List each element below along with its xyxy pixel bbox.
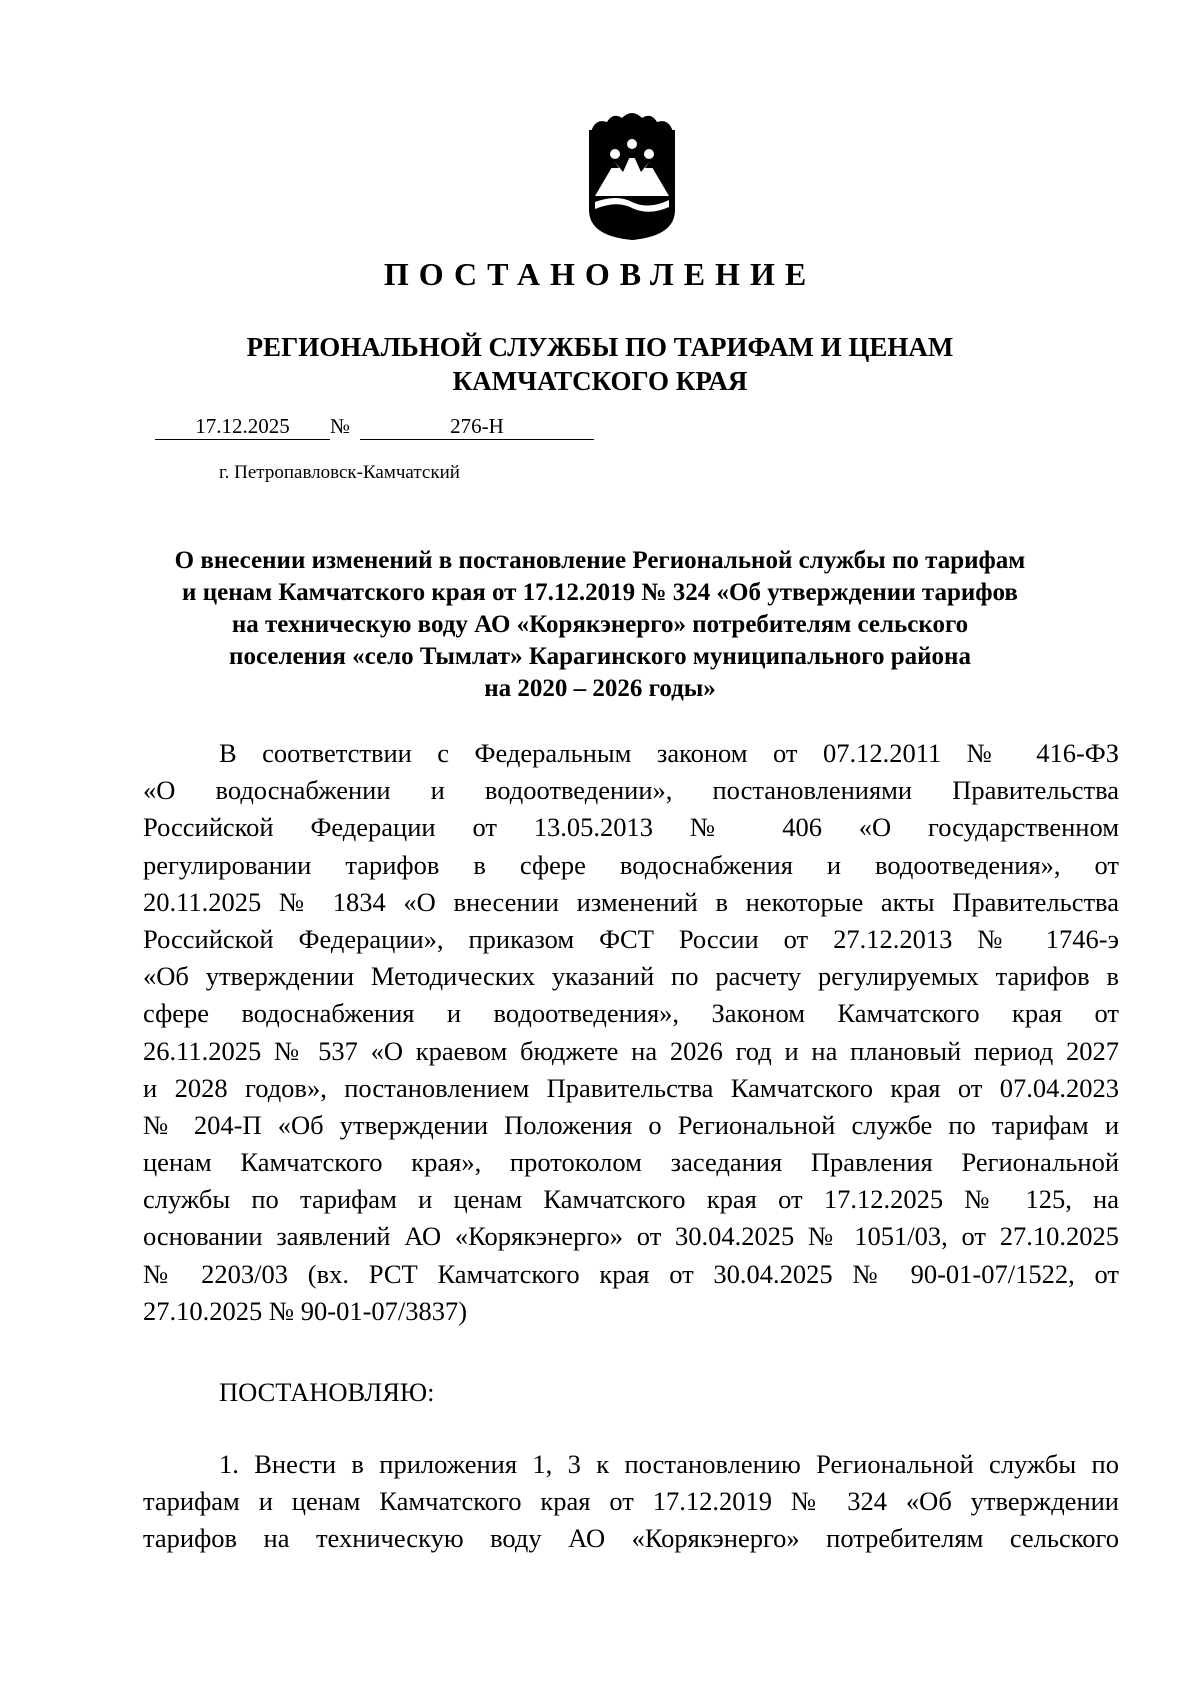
kamchatka-coat-of-arms-icon bbox=[577, 110, 687, 242]
paragraph-line: основании заявлений АО «Корякэнерго» от 30.04.2025 № 1051/03, от 27.10.2025 bbox=[143, 1221, 1119, 1252]
preamble-paragraph bbox=[143, 735, 1119, 1330]
paragraph-line: службы по тарифам и ценам Камчатского края от 17.12.2025 № 125, на bbox=[143, 1184, 1119, 1215]
title-line: поселения «село Тымлат» Карагинского муниципального района bbox=[229, 643, 971, 670]
paragraph-line: ценам Камчатского края», протоколом заседания Правления Региональной bbox=[143, 1147, 1119, 1178]
authority-line: КАМЧАТСКОГО КРАЯ bbox=[452, 366, 748, 396]
title-line: на 2020 – 2026 годы» bbox=[484, 675, 716, 702]
paragraph-line: регулировании тарифов в сфере водоснабжения и водоотведения», от bbox=[143, 849, 1119, 880]
document-date: 17.12.2025 bbox=[155, 412, 330, 440]
title-line: и ценам Камчатского края от 17.12.2019 № 324 «Об утверждении тарифов bbox=[182, 579, 1018, 606]
paragraph-line: 27.10.2025 № 90-01-07/3837) bbox=[143, 1295, 468, 1326]
paragraph-line: В соответствии с Федеральным законом от 07.12.2011 № 416-ФЗ bbox=[219, 738, 1119, 768]
paragraph-line: Российской Федерации», приказом ФСТ России от 27.12.2013 № 1746-э bbox=[143, 923, 1119, 954]
paragraph-line: тарифам и ценам Камчатского края от 17.12.2019 № 324 «Об утверждении bbox=[143, 1486, 1119, 1517]
item-1-paragraph bbox=[143, 1446, 1119, 1558]
document-type-heading: ПОСТАНОВЛЕНИЕ bbox=[383, 256, 817, 292]
issuing-city: г. Петропавловск-Камчатский bbox=[219, 462, 460, 483]
paragraph-line: 20.11.2025 № 1834 «О внесении изменений в некоторые акты Правительства bbox=[143, 886, 1119, 917]
paragraph-line: «О водоснабжении и водоотведении», постановлениями Правительства bbox=[143, 775, 1119, 806]
paragraph-line: сфере водоснабжения и водоотведения», Законом Камчатского края от bbox=[143, 998, 1119, 1029]
issuing-authority bbox=[0, 330, 1200, 398]
title-line: на техническую воду АО «Корякэнерго» потребителям сельского bbox=[231, 611, 969, 638]
authority-line: РЕГИОНАЛЬНОЙ СЛУЖБЫ ПО ТАРИФАМ И ЦЕНАМ bbox=[246, 332, 954, 362]
paragraph-line: 1. Внести в приложения 1, 3 к постановлению Региональной службы по bbox=[219, 1449, 1119, 1479]
paragraph-line: «Об утверждении Методических указаний по расчету регулируемых тарифов в bbox=[143, 961, 1119, 992]
paragraph-line: тарифов на техническую воду АО «Корякэнерго» потребителям сельского bbox=[143, 1523, 1119, 1554]
resolve-heading: ПОСТАНОВЛЯЮ: bbox=[219, 1377, 435, 1407]
document-title bbox=[120, 545, 1080, 705]
paragraph-line: 26.11.2025 № 537 «О краевом бюджете на 2026 год и на плановый период 2027 bbox=[143, 1035, 1119, 1066]
title-line: О внесении изменений в постановление Региональной службы по тарифам bbox=[174, 547, 1026, 574]
document-number: 276-Н bbox=[360, 412, 594, 440]
number-sign: № bbox=[330, 414, 351, 438]
paragraph-line: Российской Федерации от 13.05.2013 № 406 «О государственном bbox=[143, 812, 1119, 843]
paragraph-line: № 204-П «Об утверждении Положения о Региональной службе по тарифам и bbox=[143, 1109, 1119, 1140]
paragraph-line: № 2203/03 (вх. РСТ Камчатского края от 30.04.2025 № 90-01-07/1522, от bbox=[143, 1258, 1119, 1289]
paragraph-line: и 2028 годов», постановлением Правительства Камчатского края от 07.04.2023 bbox=[143, 1072, 1119, 1103]
date-number-line bbox=[155, 412, 594, 440]
